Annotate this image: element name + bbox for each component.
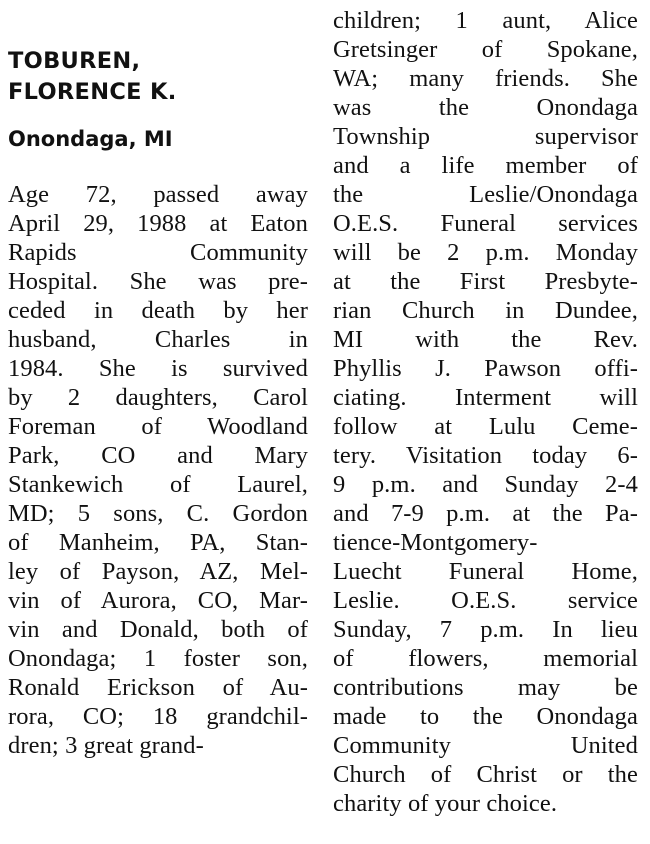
obituary-text-line: and 7-9 p.m. at the Pa- bbox=[333, 500, 638, 527]
obituary-text-line: of Manheim, PA, Stan- bbox=[8, 529, 308, 556]
obituary-text-line: by 2 daughters, Carol bbox=[8, 384, 308, 411]
obituary-text-line: vin and Donald, both of bbox=[8, 616, 308, 643]
obituary-text-line: 9 p.m. and Sunday 2-4 bbox=[333, 471, 638, 498]
left-column-text bbox=[8, 180, 308, 760]
obituary-text-line: Community United bbox=[333, 732, 638, 759]
obituary-text-line: Stankewich of Laurel, bbox=[8, 471, 308, 498]
obituary-text-line: O.E.S. Funeral services bbox=[333, 210, 638, 237]
obituary-text-line: Age 72, passed away bbox=[8, 181, 308, 208]
obituary-text-line: will be 2 p.m. Monday bbox=[333, 239, 638, 266]
obituary-text-line: contributions may be bbox=[333, 674, 638, 701]
obituary-text-line: ley of Payson, AZ, Mel- bbox=[8, 558, 308, 585]
obituary-text-line: of flowers, memorial bbox=[333, 645, 638, 672]
obituary-text-line: tery. Visitation today 6- bbox=[333, 442, 638, 469]
obituary-text-line: ceded in death by her bbox=[8, 297, 308, 324]
obituary-text-line: vin of Aurora, CO, Mar- bbox=[8, 587, 308, 614]
obituary-location: Onondaga, MI bbox=[8, 127, 173, 151]
obituary-text-line: was the Onondaga bbox=[333, 94, 638, 121]
obituary-text-line: dren; 3 great grand- bbox=[8, 732, 204, 759]
obituary-text-line: Hospital. She was pre- bbox=[8, 268, 308, 295]
obituary-text-line: Phyllis J. Pawson offi- bbox=[333, 355, 638, 382]
obituary-text-line: made to the Onondaga bbox=[333, 703, 638, 730]
obituary-text-line: April 29, 1988 at Eaton bbox=[8, 210, 308, 237]
name-line: FLORENCE K. bbox=[8, 79, 177, 105]
obituary-text-line: Luecht Funeral Home, bbox=[333, 558, 638, 585]
obituary-text-line: ciating. Interment will bbox=[333, 384, 638, 411]
obituary-text-line: Leslie. O.E.S. service bbox=[333, 587, 638, 614]
name-line: TOBUREN, bbox=[8, 48, 141, 74]
obituary-text-line: Sunday, 7 p.m. In lieu bbox=[333, 616, 638, 643]
obituary-text-line: Gretsinger of Spokane, bbox=[333, 36, 638, 63]
obituary-text-line: Park, CO and Mary bbox=[8, 442, 308, 469]
obituary-text-line: 1984. She is survived bbox=[8, 355, 308, 382]
obituary-text-line: WA; many friends. She bbox=[333, 65, 638, 92]
obituary-text-line: Onondaga; 1 foster son, bbox=[8, 645, 308, 672]
obituary-text-line: Ronald Erickson of Au- bbox=[8, 674, 308, 701]
obituary-text-line: rora, CO; 18 grandchil- bbox=[8, 703, 308, 730]
obituary-text-line: at the First Presbyte- bbox=[333, 268, 638, 295]
obituary-text-line: MI with the Rev. bbox=[333, 326, 638, 353]
obituary-text-line: Church of Christ or the bbox=[333, 761, 638, 788]
obituary-text-line: and a life member of bbox=[333, 152, 638, 179]
obituary-text-line: Foreman of Woodland bbox=[8, 413, 308, 440]
obituary-text-line: the Leslie/Onondaga bbox=[333, 181, 638, 208]
obituary-text-line: MD; 5 sons, C. Gordon bbox=[8, 500, 308, 527]
obituary-text-line: tience-Montgomery- bbox=[333, 529, 538, 556]
obituary-text-line: Township supervisor bbox=[333, 123, 638, 150]
obituary-text-line: Rapids Community bbox=[8, 239, 308, 266]
obituary-name bbox=[8, 46, 177, 108]
obituary-text-line: rian Church in Dundee, bbox=[333, 297, 638, 324]
obituary-text-line: charity of your choice. bbox=[333, 790, 558, 817]
obituary-text-line: follow at Lulu Ceme- bbox=[333, 413, 638, 440]
right-column-text bbox=[333, 6, 638, 818]
obituary-text-line: husband, Charles in bbox=[8, 326, 308, 353]
obituary-text-line: children; 1 aunt, Alice bbox=[333, 7, 638, 34]
